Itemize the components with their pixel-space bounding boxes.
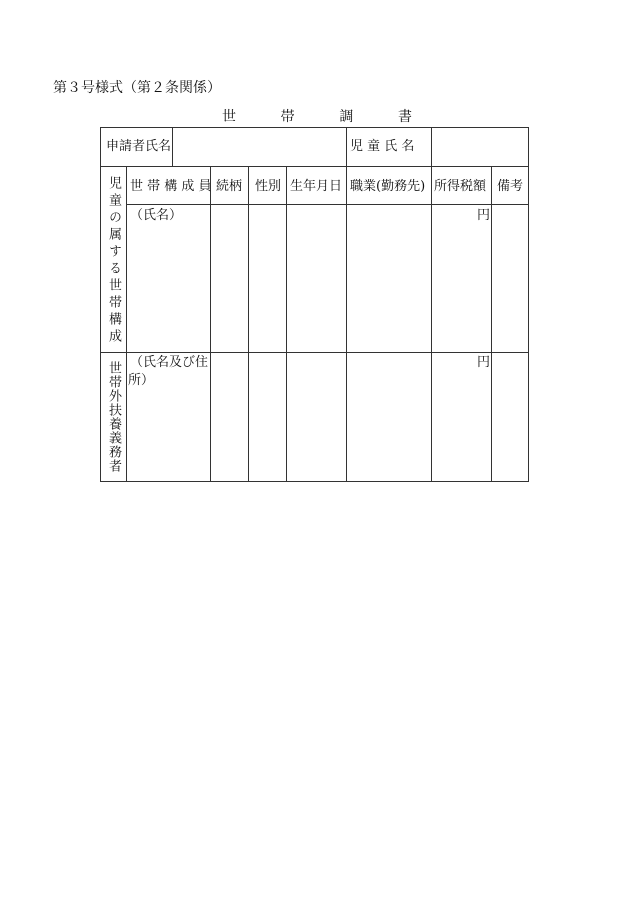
grid-line xyxy=(126,204,528,205)
grid-line xyxy=(101,352,528,353)
form-number-label: 第３号様式（第２条関係） xyxy=(53,80,221,96)
household-members-area[interactable] xyxy=(127,224,210,352)
applicant-name-field[interactable] xyxy=(173,129,345,165)
title-char-1: 世 xyxy=(222,109,236,125)
child-name-label: 児 童 氏 名 xyxy=(350,139,415,154)
support-obligors-area[interactable] xyxy=(127,392,210,481)
header-birthdate: 生年月日 xyxy=(290,179,343,194)
grid-line xyxy=(248,166,249,481)
grid-line xyxy=(286,166,287,481)
grid-line xyxy=(431,166,432,481)
member-name-hint: （氏名） xyxy=(130,208,183,223)
document-title xyxy=(222,106,412,126)
section-support-obligor-label: 世帯外扶養義務者 xyxy=(106,361,121,473)
grid-line xyxy=(210,166,211,481)
header-occupation: 職業(勤務先) xyxy=(350,179,426,194)
header-sex: 性別 xyxy=(255,179,282,194)
title-char-2: 帯 xyxy=(280,109,295,125)
household-survey-table xyxy=(100,127,529,482)
grid-line xyxy=(491,166,492,481)
header-relationship: 続柄 xyxy=(216,179,243,194)
obligor-name-address-hint: （氏名及び住 xyxy=(130,355,209,370)
title-char-4: 書 xyxy=(397,109,412,125)
header-household-members: 世 帯 構 成 員 xyxy=(130,179,212,194)
header-remarks: 備考 xyxy=(497,179,524,194)
section-household-label: 児童の属する世帯構成 xyxy=(106,176,121,346)
grid-line xyxy=(101,166,528,167)
obligor-name-address-hint-cont: 所） xyxy=(128,373,155,388)
grid-line xyxy=(346,128,347,166)
child-name-field[interactable] xyxy=(432,129,527,165)
applicant-name-label: 申請者氏名 xyxy=(106,139,172,154)
header-income-tax: 所得税額 xyxy=(434,179,487,194)
yen-unit-mark: 円 xyxy=(477,355,491,370)
grid-line xyxy=(346,166,347,481)
title-char-3: 調 xyxy=(339,109,354,125)
yen-unit-mark: 円 xyxy=(477,208,491,223)
